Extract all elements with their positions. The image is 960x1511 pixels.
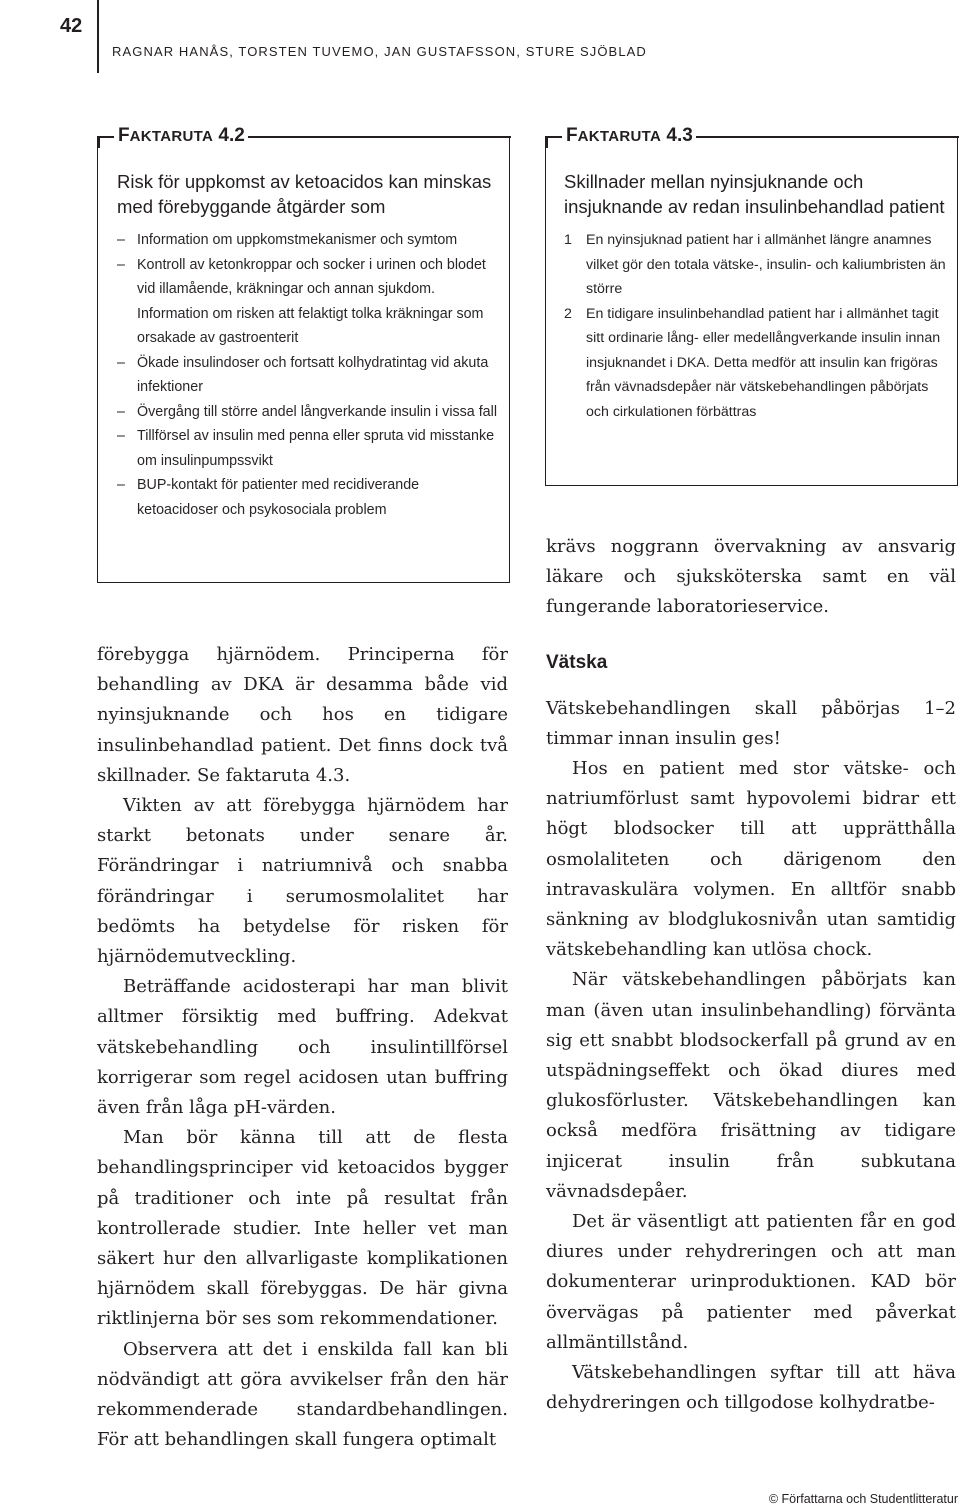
list-item: – Kontroll av ketonkroppar och socker i urinen och blodet vid illamående, kräkningar och annan sjukdom. Information om risken att felaktigt tolka kräkningar som orsakade av gastroenterit: [117, 253, 497, 351]
running-head-authors: RAGNAR HANÅS, TORSTEN TUVEMO, JAN GUSTAFSSON, STURE SJÖBLAD: [112, 44, 647, 59]
factbox-4-2-title: Risk för uppkomst av ketoacidos kan minskas med förebyggande åtgärder som: [117, 171, 492, 217]
factbox-4-2: [97, 125, 510, 583]
copyright-notice: © Författarna och Studentlitteratur: [768, 1492, 958, 1506]
body-paragraph: Det är väsentligt att patienten får en god diures under rehydreringen och att man dokumenterar urinproduktionen. KAD bör övervägas på patienter med påverkat allmäntillstånd.: [546, 1211, 956, 1353]
factbox-4-2-list: [117, 228, 497, 522]
body-paragraph: förebygga hjärnödem. Principerna för behandling av DKA är desamma både vid nyinsjuknande och hos en tidigare insulinbehandlad patient. Det finns dock två skillnader. Se faktaruta 4.3.: [97, 644, 508, 786]
list-item: – Information om uppkomstmekanismer och symtom: [117, 228, 497, 253]
list-item: – Övergång till större andel långverkande insulin i vissa fall: [117, 400, 497, 425]
factbox-4-3-list: [564, 228, 946, 424]
factbox-4-2-header: [98, 124, 509, 148]
factbox-4-3: [545, 125, 958, 486]
list-item: – Ökade insulindoser och fortsatt kolhydratintag vid akuta infektioner: [117, 351, 497, 400]
factbox-4-3-label: FAKTARUTA 4.3: [566, 124, 699, 149]
list-item: 2 En tidigare insulinbehandlad patient har i allmänhet tagit sitt ordinarie lång- eller medellångverkande insulin innan insjuknandet i DKA. Detta medför att insulin kan frigöras från vävnadsdepåer när vätskebehandlingen påbörjats och cirkulationen förbättras: [564, 305, 941, 420]
body-paragraph: Observera att det i enskilda fall kan bli nödvändigt att göra avvikelser från den här rekommenderade standardbehandlingen. För att behandlingen skall fungera optimalt: [97, 1338, 508, 1451]
list-item: – Tillförsel av insulin med penna eller spruta vid misstanke om insulinpumpssvikt: [117, 424, 497, 473]
body-paragraph: När vätskebehandlingen påbörjats kan man (även utan insulinbehandling) förvänta sig ett snabbt blodsockerfall på grund av en utspädningseffekt och ökad diures med glukosförluster. Vätskebehandlingen kan också medföra frisättning av tidigare injicerat insulin från subkutana vävnadsdepåer.: [546, 969, 956, 1202]
section-heading: Vätska: [546, 651, 608, 673]
body-paragraph: Man bör känna till att de flesta behandlingsprinciper vid ketoacidos bygger på traditioner och inte på resultat från kontrollerade studier. Inte heller vet man säkert hur den allvarligaste komplikationen hjärnödem skall förebyggas. De här givna riktlinjerna bör ses som rekommendationer.: [97, 1127, 508, 1330]
factbox-4-3-title: Skillnader mellan nyinsjuknande och insjuknande av redan insulinbehandlad patient: [564, 171, 945, 217]
body-paragraph: Beträffande acidosterapi har man blivit alltmer försiktig med buffring. Adekvat vätskebehandling och insulintillförsel korrigerar som regel acidosen utan buffring även från låga pH-värden.: [97, 976, 508, 1119]
right-column: [546, 532, 956, 1418]
left-column: [97, 640, 508, 1455]
header-divider: [97, 0, 99, 73]
body-paragraph: Vätskebehandlingen syftar till att häva dehydreringen och tillgodose kolhydratbe-: [546, 1362, 956, 1414]
body-paragraph: Vikten av att förebygga hjärnödem har starkt betonats under senare år. Förändringar i natriumnivå och snabba förändringar i serumosmolalitet har bedömts ha betydelse för risken för hjärnödemutveckling.: [97, 795, 508, 968]
page-number: 42: [60, 15, 83, 37]
factbox-4-2-label: FAKTARUTA 4.2: [118, 124, 251, 149]
body-paragraph: krävs noggrann övervakning av ansvarig läkare och sjuksköterska samt en väl fungerande laboratorieservice.: [546, 536, 956, 618]
list-item: – BUP-kontakt för patienter med recidiverande ketoacidoser och psykosociala problem: [117, 473, 497, 522]
body-paragraph: Vätskebehandlingen skall påbörjas 1–2 timmar innan insulin ges!: [546, 697, 956, 749]
list-item: 1 En nyinsjuknad patient har i allmänhet längre anamnes vilket gör den totala vätske-, insulin- och kaliumbristen än större: [564, 232, 946, 297]
factbox-4-3-header: [546, 124, 957, 148]
body-paragraph: Hos en patient med stor vätske- och natriumförlust samt hypovolemi bidrar ett högt blodsocker till att upprätthålla osmolaliteten och därigenom den intravaskulära volymen. En alltför snabb sänkning av blodglukosnivån utan samtidig vätskebehandling kan utlösa chock.: [546, 758, 956, 961]
